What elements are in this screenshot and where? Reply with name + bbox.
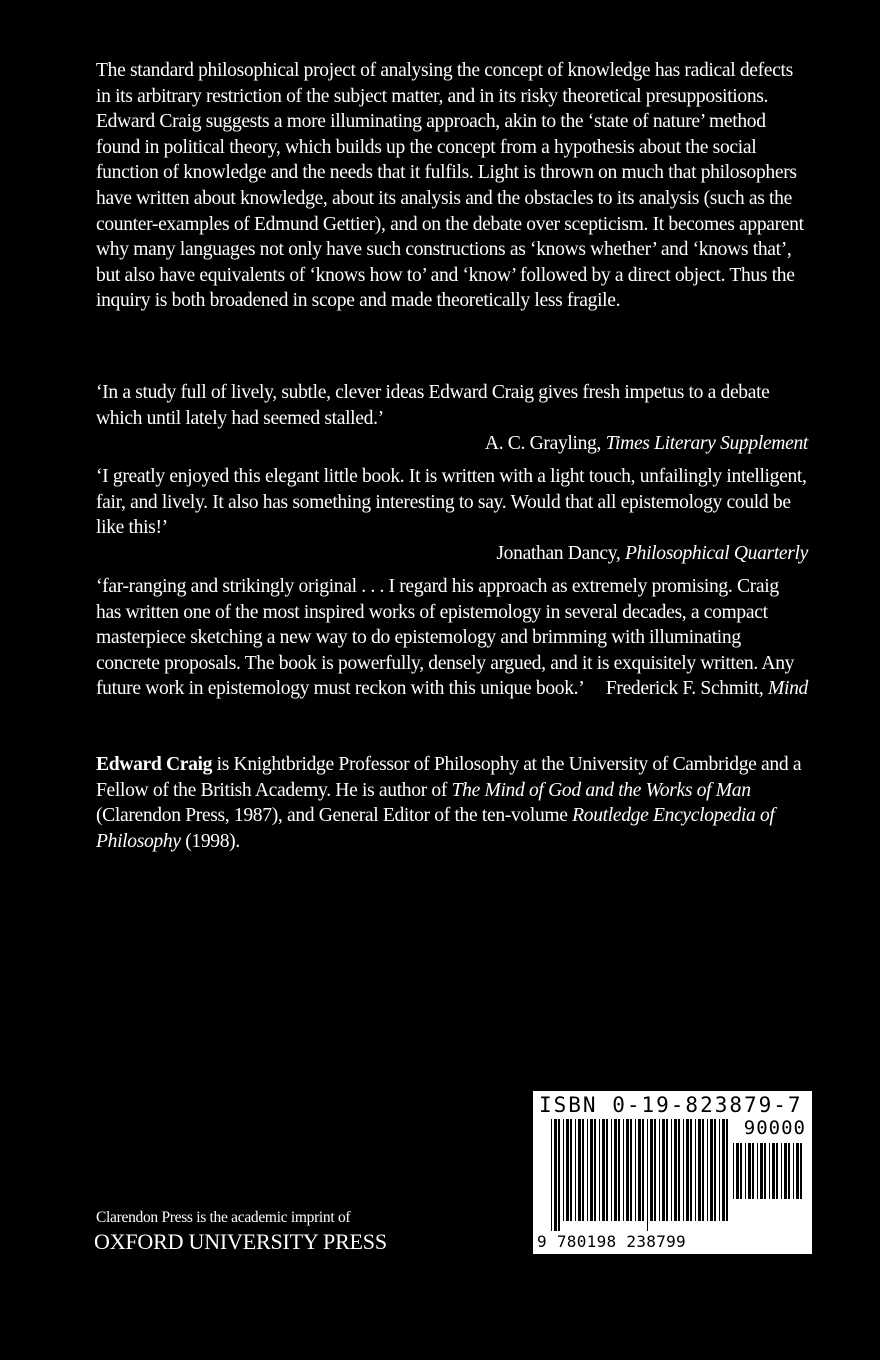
author-name: Edward Craig bbox=[96, 754, 213, 775]
barcode-bar bbox=[702, 1119, 704, 1221]
barcode-bar bbox=[733, 1143, 734, 1199]
barcode-bar bbox=[674, 1119, 677, 1221]
review-attribution bbox=[96, 431, 808, 457]
barcode-bar bbox=[623, 1119, 624, 1221]
ean-digits: 9 780198 238799 bbox=[537, 1232, 686, 1251]
review-quote-3 bbox=[96, 574, 808, 702]
blurb-paragraph: The standard philosophical project of analysing the concept of knowledge has radical defects in its arbitrary restriction of the subject matter, and in its risky theoretical presuppositions. Edward Craig suggests a more illuminating approach, akin to the ‘state of nature’ method found in political theory, which builds up the concept from a hypothesis about the social function of knowledge and the needs that it fulfils. Light is thrown on much that philosophers have written about knowledge, about its analysis and the obstacles to its analysis (such as the counter-examples of Edmund Gettier), and on the debate over scepticism. It becomes apparent why many languages not only have such constructions as ‘knows whether’ and ‘knows that’, but also have equivalents of ‘knows how to’ and ‘know’ followed by a direct object. Thus the inquiry is both broadened in scope and made theoretically less fragile. bbox=[96, 60, 804, 312]
barcode-bar bbox=[578, 1119, 581, 1221]
review-attribution bbox=[606, 676, 808, 702]
barcode-bar bbox=[558, 1119, 560, 1231]
barcode-bar bbox=[764, 1143, 766, 1199]
barcode-bar bbox=[654, 1119, 656, 1221]
review-text: ‘In a study full of lively, subtle, clever ideas Edward Craig gives fresh impetus to a debate which until lately had seemed stalled.’ bbox=[96, 382, 770, 429]
barcode-bar bbox=[587, 1119, 588, 1221]
barcode-bar bbox=[745, 1143, 746, 1199]
barcode-bar bbox=[690, 1119, 692, 1221]
barcode-bar bbox=[602, 1119, 605, 1221]
barcode-bar bbox=[748, 1143, 751, 1199]
book-title: Routledge Encyclopedia of Philosophy bbox=[96, 805, 775, 852]
publisher-name: OXFORD UNIVERSITY PRESS bbox=[94, 1229, 387, 1254]
barcode-bar bbox=[563, 1119, 564, 1221]
barcode-bar bbox=[707, 1119, 708, 1221]
imprint-line: Clarendon Press is the academic imprint of bbox=[96, 1209, 351, 1226]
barcode-bar bbox=[722, 1119, 725, 1221]
barcode-bar bbox=[582, 1119, 584, 1221]
barcode-bar bbox=[618, 1119, 620, 1221]
barcode-bar bbox=[740, 1143, 742, 1199]
isbn-number: ISBN 0-19-823879-7 bbox=[539, 1093, 803, 1117]
reviewer-name: Frederick F. Schmitt, bbox=[605, 678, 769, 700]
barcode-bar bbox=[800, 1143, 802, 1199]
barcode-bar bbox=[606, 1119, 608, 1221]
isbn-barcode bbox=[533, 1091, 812, 1254]
reviewer-name: A. C. Grayling, bbox=[484, 433, 606, 455]
barcode-bar bbox=[678, 1119, 680, 1221]
barcode-bar bbox=[769, 1143, 770, 1199]
barcode-bar bbox=[719, 1119, 720, 1221]
barcode-bar bbox=[695, 1119, 696, 1221]
review-attribution bbox=[96, 541, 808, 567]
barcode-bar bbox=[726, 1119, 728, 1221]
barcode-bar bbox=[554, 1119, 557, 1231]
barcode-bar bbox=[714, 1119, 716, 1221]
barcode-bar bbox=[570, 1119, 572, 1221]
barcode-bar bbox=[590, 1119, 593, 1221]
review-publication: Philosophical Quarterly bbox=[625, 542, 808, 564]
barcode-bar bbox=[662, 1119, 665, 1221]
barcode-bar bbox=[626, 1119, 629, 1221]
barcode-bar bbox=[666, 1119, 668, 1221]
barcode-bar bbox=[781, 1143, 782, 1199]
price-code: 90000 bbox=[743, 1117, 806, 1139]
barcode-bar bbox=[796, 1143, 799, 1199]
barcode-bar bbox=[788, 1143, 790, 1199]
barcode-bar bbox=[638, 1119, 641, 1221]
barcode-bar bbox=[757, 1143, 758, 1199]
barcode-bar bbox=[551, 1119, 552, 1231]
barcode-bar bbox=[642, 1119, 644, 1221]
barcode-bar bbox=[736, 1143, 739, 1199]
barcode-bar bbox=[566, 1119, 569, 1221]
barcode-bar bbox=[650, 1119, 653, 1221]
barcode-bar bbox=[594, 1119, 596, 1221]
author-bio-text: (1998). bbox=[180, 830, 240, 852]
review-text: ‘far-ranging and strikingly original . . . I regard his approach as extremely promising. Craig has written one of the most inspired works of epistemology in several decades, a compact masterpiece sketching a new way to do epistemology and brimming with illuminating concrete proposals. The book is powerfully, densely argued, and it is exquisitely written. Any future work in epistemology must reckon with this unique book.’ bbox=[96, 576, 795, 700]
barcode-bar bbox=[698, 1119, 701, 1221]
barcode-bar bbox=[659, 1119, 660, 1221]
review-quote-2 bbox=[96, 464, 808, 566]
barcode-bar bbox=[683, 1119, 684, 1221]
author-bio-text: (Clarendon Press, 1987), and General Editor of the ten-volume bbox=[96, 805, 573, 827]
barcode-bar bbox=[776, 1143, 778, 1199]
review-publication: Mind bbox=[768, 678, 808, 700]
reviewer-name: Jonathan Dancy, bbox=[496, 542, 626, 564]
barcode-bar bbox=[686, 1119, 689, 1221]
barcode-bar bbox=[760, 1143, 763, 1199]
review-quote-1 bbox=[96, 380, 808, 457]
book-title: The Mind of God and the Works of Man bbox=[451, 779, 751, 801]
review-publication: Times Literary Supplement bbox=[605, 433, 808, 455]
author-bio bbox=[96, 752, 808, 854]
barcode-bar bbox=[630, 1119, 632, 1221]
barcode-bar bbox=[752, 1143, 754, 1199]
barcode-bar bbox=[772, 1143, 775, 1199]
barcode-bar bbox=[710, 1119, 713, 1221]
barcode-bar bbox=[614, 1119, 617, 1221]
barcode-addon-bars bbox=[733, 1143, 805, 1209]
barcode-bar bbox=[575, 1119, 576, 1221]
barcode-bar bbox=[793, 1143, 794, 1199]
barcode-bar bbox=[647, 1119, 648, 1231]
barcode-bar bbox=[611, 1119, 612, 1221]
barcode-bar bbox=[599, 1119, 600, 1221]
author-bio-text: is Knightbridge Professor of Philosophy at the University of Cambridge and a Fellow of the British Academy. He is author of bbox=[96, 754, 802, 801]
barcode-bars bbox=[551, 1119, 729, 1231]
review-text: ‘I greatly enjoyed this elegant little book. It is written with a light touch, unfailingly intelligent, fair, and lively. It also has something interesting to say. Would that all epistemology could be like this!’ bbox=[96, 466, 807, 539]
barcode-bar bbox=[671, 1119, 672, 1221]
barcode-bar bbox=[635, 1119, 636, 1221]
barcode-bar bbox=[784, 1143, 787, 1199]
